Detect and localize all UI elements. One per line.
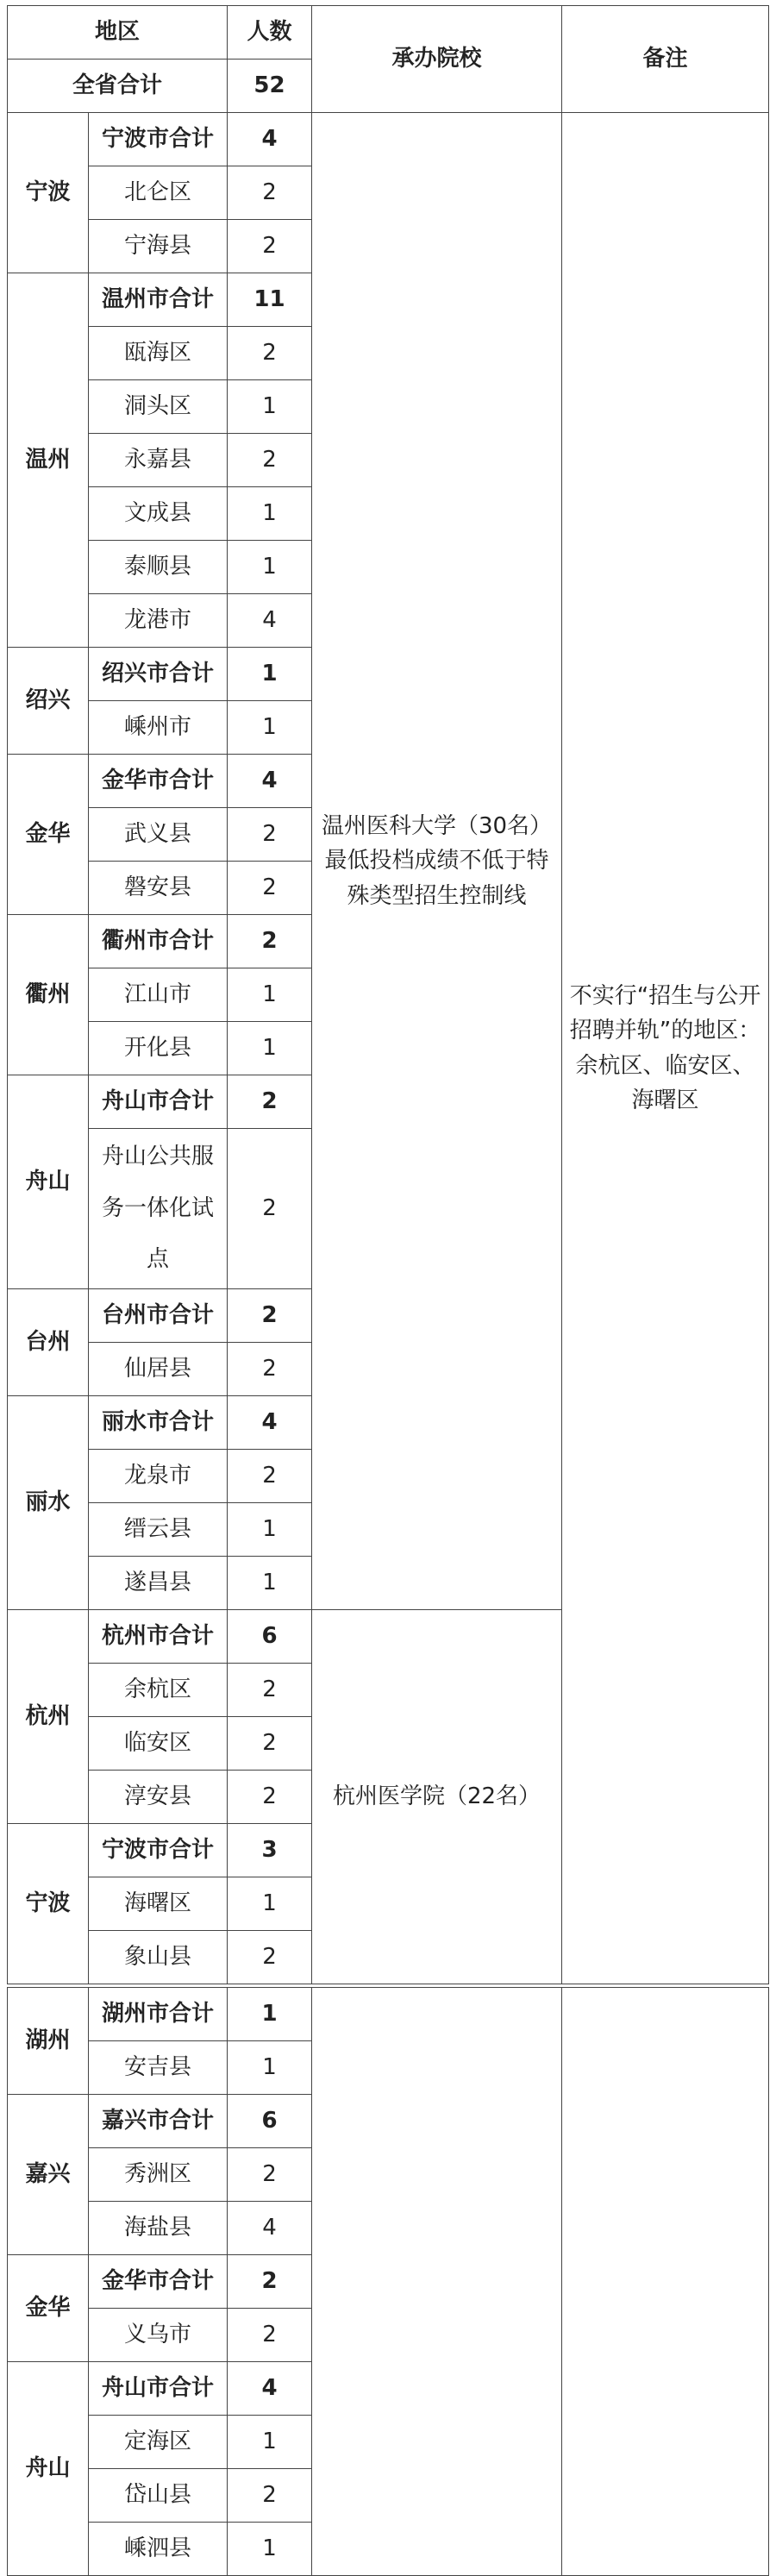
city-total-label: 嘉兴市合计 <box>89 2095 228 2148</box>
district-count: 1 <box>228 968 312 1022</box>
city-total-count: 11 <box>228 273 312 327</box>
school-hangzhou: 杭州医学院（22名） <box>312 1610 562 1984</box>
district-name: 永嘉县 <box>89 434 228 487</box>
city-total-count: 6 <box>228 2095 312 2148</box>
table-row <box>8 1988 769 2041</box>
district-count: 2 <box>228 1664 312 1717</box>
region-name: 衢州 <box>8 915 89 1075</box>
district-count: 2 <box>228 862 312 915</box>
district-name: 秀洲区 <box>89 2148 228 2202</box>
district-name: 北仑区 <box>89 166 228 220</box>
district-name: 缙云县 <box>89 1503 228 1557</box>
province-total-count: 52 <box>228 60 312 113</box>
district-name: 仙居县 <box>89 1343 228 1396</box>
region-name: 台州 <box>8 1289 89 1396</box>
region-name: 宁波 <box>8 1824 89 1984</box>
district-count: 4 <box>228 594 312 648</box>
district-name: 龙港市 <box>89 594 228 648</box>
district-name: 嵊泗县 <box>89 2523 228 2576</box>
district-count: 2 <box>228 1450 312 1503</box>
header-remark: 备注 <box>562 6 769 113</box>
district-count: 2 <box>228 1717 312 1771</box>
district-name: 义乌市 <box>89 2309 228 2362</box>
district-name: 舟山公共服务一体化试点 <box>89 1129 228 1289</box>
district-name: 临安区 <box>89 1717 228 1771</box>
region-name: 金华 <box>8 2255 89 2362</box>
city-total-count: 1 <box>228 648 312 701</box>
district-count: 4 <box>228 2202 312 2255</box>
district-name: 遂昌县 <box>89 1557 228 1610</box>
region-name: 嘉兴 <box>8 2095 89 2255</box>
quota-table <box>7 5 769 2576</box>
table-row <box>8 113 769 166</box>
district-count: 1 <box>228 1557 312 1610</box>
city-total-count: 1 <box>228 1988 312 2041</box>
region-name: 宁波 <box>8 113 89 273</box>
district-count: 2 <box>228 2148 312 2202</box>
region-name: 金华 <box>8 755 89 915</box>
district-count: 2 <box>228 1343 312 1396</box>
city-total-count: 4 <box>228 1396 312 1450</box>
district-count: 1 <box>228 380 312 434</box>
district-count: 1 <box>228 2041 312 2095</box>
district-count: 2 <box>228 434 312 487</box>
district-count: 1 <box>228 541 312 594</box>
city-total-count: 2 <box>228 915 312 968</box>
district-count: 1 <box>228 701 312 755</box>
city-total-label: 绍兴市合计 <box>89 648 228 701</box>
city-total-label: 湖州市合计 <box>89 1988 228 2041</box>
district-count: 2 <box>228 2469 312 2523</box>
city-total-label: 衢州市合计 <box>89 915 228 968</box>
district-name: 洞头区 <box>89 380 228 434</box>
city-total-label: 丽水市合计 <box>89 1396 228 1450</box>
table-row <box>8 6 769 60</box>
district-count: 1 <box>228 487 312 541</box>
district-count: 2 <box>228 2309 312 2362</box>
city-total-label: 舟山市合计 <box>89 1075 228 1129</box>
region-name: 绍兴 <box>8 648 89 755</box>
remark-text: 不实行“招生与公开招聘并轨”的地区：余杭区、临安区、海曙区 <box>562 113 769 1984</box>
city-total-label: 温州市合计 <box>89 273 228 327</box>
district-name: 宁海县 <box>89 220 228 273</box>
district-count: 1 <box>228 2523 312 2576</box>
region-name: 丽水 <box>8 1396 89 1610</box>
region-name: 杭州 <box>8 1610 89 1824</box>
district-name: 文成县 <box>89 487 228 541</box>
district-name: 泰顺县 <box>89 541 228 594</box>
school-wenzhou: 温州医科大学（30名）最低投档成绩不低于特殊类型招生控制线 <box>312 113 562 1610</box>
district-count: 2 <box>228 220 312 273</box>
district-count: 2 <box>228 1931 312 1984</box>
city-total-count: 2 <box>228 2255 312 2309</box>
region-name: 舟山 <box>8 1075 89 1289</box>
header-area: 地区 <box>8 6 228 60</box>
region-name: 湖州 <box>8 1988 89 2095</box>
district-count: 2 <box>228 327 312 380</box>
district-count: 1 <box>228 1022 312 1075</box>
header-school: 承办院校 <box>312 6 562 113</box>
city-total-label: 杭州市合计 <box>89 1610 228 1664</box>
district-name: 武义县 <box>89 808 228 862</box>
district-name: 龙泉市 <box>89 1450 228 1503</box>
city-total-count: 2 <box>228 1075 312 1129</box>
city-total-count: 2 <box>228 1289 312 1343</box>
district-name: 象山县 <box>89 1931 228 1984</box>
district-name: 岱山县 <box>89 2469 228 2523</box>
city-total-count: 4 <box>228 755 312 808</box>
district-count: 1 <box>228 2416 312 2469</box>
district-count: 1 <box>228 1877 312 1931</box>
district-name: 淳安县 <box>89 1771 228 1824</box>
district-name: 嵊州市 <box>89 701 228 755</box>
city-total-label: 金华市合计 <box>89 2255 228 2309</box>
district-name: 磐安县 <box>89 862 228 915</box>
district-name: 余杭区 <box>89 1664 228 1717</box>
district-name: 江山市 <box>89 968 228 1022</box>
city-total-count: 3 <box>228 1824 312 1877</box>
school-empty <box>312 1988 562 2576</box>
district-count: 1 <box>228 1503 312 1557</box>
district-count: 2 <box>228 166 312 220</box>
district-name: 海曙区 <box>89 1877 228 1931</box>
city-total-label: 宁波市合计 <box>89 1824 228 1877</box>
province-total-label: 全省合计 <box>8 60 228 113</box>
city-total-label: 台州市合计 <box>89 1289 228 1343</box>
region-name: 温州 <box>8 273 89 648</box>
city-total-count: 4 <box>228 113 312 166</box>
district-count: 2 <box>228 1771 312 1824</box>
remark-empty <box>562 1988 769 2576</box>
district-name: 定海区 <box>89 2416 228 2469</box>
district-name: 安吉县 <box>89 2041 228 2095</box>
district-count: 2 <box>228 1129 312 1289</box>
region-name: 舟山 <box>8 2362 89 2576</box>
header-count: 人数 <box>228 6 312 60</box>
city-total-label: 宁波市合计 <box>89 113 228 166</box>
city-total-label: 舟山市合计 <box>89 2362 228 2416</box>
district-name: 开化县 <box>89 1022 228 1075</box>
city-total-label: 金华市合计 <box>89 755 228 808</box>
district-name: 海盐县 <box>89 2202 228 2255</box>
city-total-count: 4 <box>228 2362 312 2416</box>
city-total-count: 6 <box>228 1610 312 1664</box>
district-name: 瓯海区 <box>89 327 228 380</box>
district-count: 2 <box>228 808 312 862</box>
